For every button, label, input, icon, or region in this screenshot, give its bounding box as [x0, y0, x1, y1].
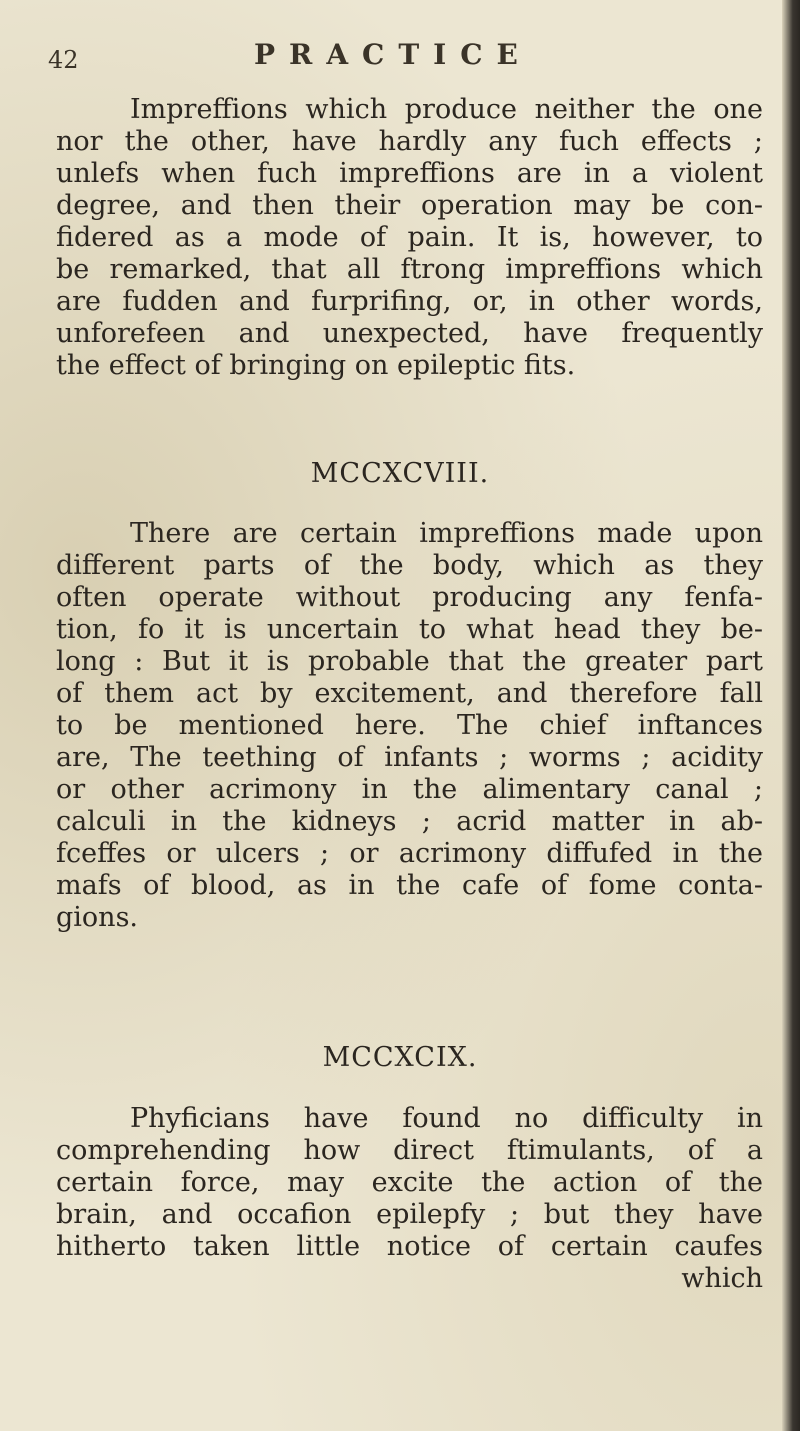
text-line: fidered as a mode of pain. It is, however, to	[56, 222, 763, 253]
text-line: unlefs when fuch impreffions are in a violent	[56, 158, 763, 189]
text-line: fceffes or ulcers ; or acrimony diffufed in the	[56, 838, 763, 869]
page-edge-shadow	[782, 0, 800, 1431]
running-head: PRACTICE	[254, 38, 532, 71]
text-line: unforefeen and unexpected, have frequently	[56, 318, 763, 349]
text-line: Phyficians have found no difficulty in	[130, 1103, 763, 1134]
text-line: to be mentioned here. The chief inftances	[56, 710, 763, 741]
text-line: nor the other, have hardly any fuch effects ;	[56, 126, 763, 157]
text-line: are, The teething of infants ; worms ; acidity	[56, 742, 763, 773]
paragraph-1	[56, 94, 763, 382]
text-line: often operate without producing any fenfa-	[56, 582, 763, 613]
text-line: tion, fo it is uncertain to what head they be-	[56, 614, 763, 645]
text-line: hitherto taken little notice of certain caufes	[56, 1231, 763, 1262]
paragraph-mccxcviii	[56, 518, 763, 934]
text-line: be remarked, that all ftrong impreffions which	[56, 254, 763, 285]
text-line: There are certain impreffions made upon	[130, 518, 763, 549]
text-line: mafs of blood, as in the cafe of fome conta-	[56, 870, 763, 901]
text-line: of them act by excitement, and therefore fall	[56, 678, 763, 709]
text-line: certain force, may excite the action of the	[56, 1167, 763, 1198]
text-line: Impreffions which produce neither the one	[130, 94, 763, 125]
section-heading-mccxcix: MCCXCIX.	[322, 1042, 478, 1073]
text-line: are fudden and furprifing, or, in other words,	[56, 286, 763, 317]
text-line: brain, and occafion epilepfy ; but they have	[56, 1199, 763, 1230]
text-line: long : But it is probable that the greater part	[56, 646, 763, 677]
paragraph-mccxcix	[56, 1103, 763, 1295]
page-number: 42	[48, 46, 79, 74]
section-heading-mccxcviii: MCCXCVIII.	[310, 458, 490, 489]
text-line: the effect of bringing on epileptic fits.	[56, 350, 576, 381]
catchword: which	[681, 1263, 763, 1294]
text-line: comprehending how direct ftimulants, of a	[56, 1135, 763, 1166]
text-line: degree, and then their operation may be con-	[56, 190, 763, 221]
text-line: different parts of the body, which as they	[56, 550, 763, 581]
text-line: or other acrimony in the alimentary canal ;	[56, 774, 763, 805]
page-header	[48, 34, 738, 84]
text-line: calculi in the kidneys ; acrid matter in ab-	[56, 806, 763, 837]
text-line: gions.	[56, 902, 139, 933]
